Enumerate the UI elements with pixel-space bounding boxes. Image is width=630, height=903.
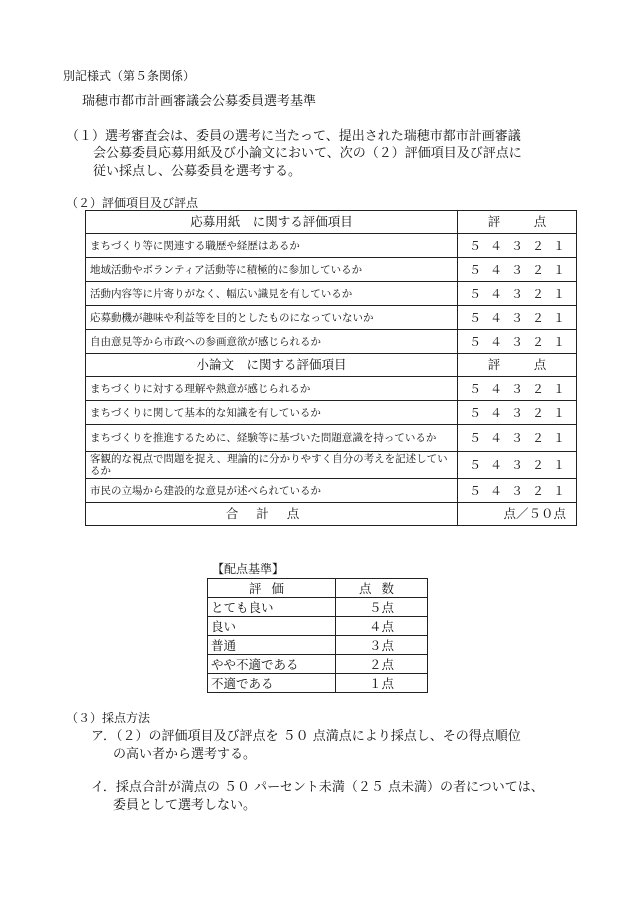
score-options: ５ ４ ３ ２ １ — [458, 479, 577, 503]
basis-row: 不適である １点 — [208, 674, 428, 693]
total-label: 合計点 — [86, 503, 458, 526]
table-header-row — [86, 354, 577, 377]
basis-row: やや不適である ２点 — [208, 655, 428, 674]
section2-heading: （２）評価項目及び評点 — [66, 196, 199, 210]
score-options: ５ ４ ３ ２ １ — [458, 401, 577, 425]
table-row: まちづくりを推進するために、経験等に基づいた問題意識を持っているか ５ ４ ３ ２ １ — [86, 425, 577, 452]
table-row: 応募動機が趣味や利益等を目的としたものになっていないか ５ ４ ３ ２ １ — [86, 306, 577, 330]
section1-line1: （１）選考審査会は、委員の選考に当たって、提出された瑞穂市都市計画審議 — [66, 129, 521, 144]
basis-row: 良い ４点 — [208, 617, 428, 636]
total-value: 点／５０点 — [458, 503, 577, 526]
score-options: ５ ４ ３ ２ １ — [458, 452, 577, 479]
basis-header-row: 評価 点数 — [208, 579, 428, 598]
total-row — [86, 503, 577, 526]
section3-heading: （３）採点方法 — [66, 711, 151, 725]
table-row: まちづくりに対する理解や熱意が感じられるか ５ ４ ３ ２ １ — [86, 377, 577, 401]
eval-header: 評 点 — [458, 211, 577, 234]
basis-table — [207, 578, 428, 693]
table-header-row — [86, 211, 577, 234]
table-row: 活動内容等に片寄りがなく、幅広い識見を有しているか ５ ４ ３ ２ １ — [86, 282, 577, 306]
score-options: ５ ４ ３ ２ １ — [458, 258, 577, 282]
table-row: 自由意見等から市政への参画意欲が感じられるか ５ ４ ３ ２ １ — [86, 330, 577, 354]
score-options: ５ ４ ３ ２ １ — [458, 330, 577, 354]
section3-a-line1: ア．（２）の評価項目及び評点を ５０ 点満点により採点し、その得点順位 — [91, 729, 521, 744]
section3-a-line2: の高い者から選考する。 — [113, 747, 257, 762]
evaluation-table — [85, 210, 577, 526]
table-row: 客観的な視点で問題を捉え、理論的に分かりやすく自分の考えを記述しているか ５ ４ ３ ２ １ — [86, 452, 577, 479]
section1-line2: 会公募委員応募用紙及び小論文において、次の（２）評価項目及び評点に — [93, 146, 522, 161]
group1-header: 応募用紙 に関する評価項目 — [86, 211, 458, 234]
score-options: ５ ４ ３ ２ １ — [458, 306, 577, 330]
eval-header: 評 点 — [458, 354, 577, 377]
form-reference: 別記様式（第５条関係） — [63, 69, 196, 83]
basis-row: 普通 ３点 — [208, 636, 428, 655]
group2-header: 小論文 に関する評価項目 — [86, 354, 458, 377]
score-options: ５ ４ ３ ２ １ — [458, 234, 577, 258]
table-row: まちづくりに関して基本的な知識を有しているか ５ ４ ３ ２ １ — [86, 401, 577, 425]
section3-b-line1: イ．採点合計が満点の ５０ パーセント未満（２５ 点未満）の者については、 — [91, 780, 544, 795]
table-row: 地域活動やボランティア活動等に積極的に参加しているか ５ ４ ３ ２ １ — [86, 258, 577, 282]
score-options: ５ ４ ３ ２ １ — [458, 425, 577, 452]
section3-b-line2: 委員として選考しない。 — [113, 798, 257, 813]
basis-title: 【配点基準】 — [212, 562, 285, 576]
table-row: 市民の立場から建設的な意見が述べられているか ５ ４ ３ ２ １ — [86, 479, 577, 503]
document-title: 瑞穂市都市計画審議会公募委員選考基準 — [82, 94, 317, 109]
section1-line3: 従い採点し、公募委員を選考する。 — [93, 164, 302, 179]
basis-row: とても良い ５点 — [208, 598, 428, 617]
score-options: ５ ４ ３ ２ １ — [458, 377, 577, 401]
table-row: まちづくり等に関連する職歴や経歴はあるか ５ ４ ３ ２ １ — [86, 234, 577, 258]
score-options: ５ ４ ３ ２ １ — [458, 282, 577, 306]
